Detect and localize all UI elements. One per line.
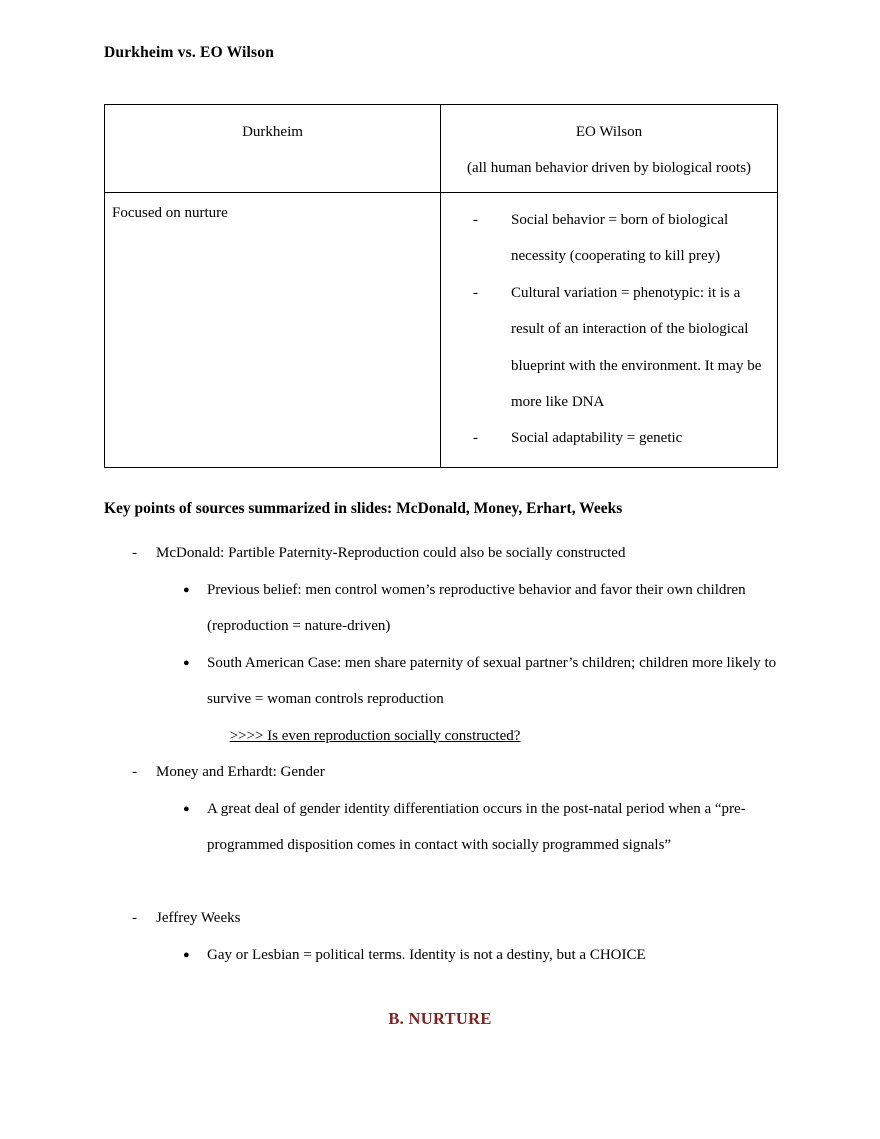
dash-marker-icon: - xyxy=(473,212,478,228)
footer-heading-nurture: B. NURTURE xyxy=(388,1009,492,1028)
outline-question-note xyxy=(104,718,804,755)
header-label-durkheim: Durkheim xyxy=(242,124,303,140)
outline-item-text: McDonald: Partible Paternity-Reproduction could also be socially constructed xyxy=(156,545,626,561)
page-title: Durkheim vs. EO Wilson xyxy=(104,44,275,61)
list-item-text: Social behavior = born of biological necessity (cooperating to kill prey) xyxy=(511,212,729,265)
outline-subitem-text: Previous belief: men control women’s reproductive behavior and favor their own children (reproduction = nature-driven) xyxy=(207,581,746,634)
bullet-marker-icon: ● xyxy=(183,583,190,596)
dash-marker-icon: - xyxy=(132,764,137,780)
outline-item-mcdonald xyxy=(104,535,804,572)
header-label-eo-wilson: EO Wilson xyxy=(575,124,643,140)
dash-marker-icon: - xyxy=(473,430,478,447)
dash-marker-icon: - xyxy=(473,284,478,301)
bullet-marker-icon: ● xyxy=(183,802,190,815)
outline-list xyxy=(104,535,804,973)
outline-subitem-text: South American Case: men share paternity of sexual partner’s children; children more likely to survive = woman controls reproduction xyxy=(207,654,777,707)
outline-subitem-previous-belief xyxy=(104,572,804,645)
section-heading: Key points of sources summarized in slides: McDonald, Money, Erhart, Weeks xyxy=(104,500,623,517)
outline-item-text: Money and Erhardt: Gender xyxy=(156,764,325,780)
table-header-cell-eo-wilson xyxy=(441,105,778,193)
outline-subitem-text: Gay or Lesbian = political terms. Identity is not a destiny, but a CHOICE xyxy=(207,946,646,963)
table-body-row xyxy=(105,193,778,468)
list-item xyxy=(451,420,767,456)
outline-item-money-erhardt xyxy=(104,754,804,791)
outline-subitem-gender-identity xyxy=(104,791,804,864)
outline-item-jeffrey-weeks xyxy=(104,900,804,937)
bullet-marker-icon: ● xyxy=(183,656,190,669)
list-item xyxy=(451,202,767,275)
eo-wilson-point-list xyxy=(451,202,767,457)
comparison-table xyxy=(104,104,778,468)
table-cell-eo-wilson-body xyxy=(441,193,778,468)
list-item-text: Social adaptability = genetic xyxy=(511,430,683,447)
table-header-cell-durkheim xyxy=(105,105,441,193)
table-cell-durkheim-body xyxy=(105,193,441,468)
dash-marker-icon: - xyxy=(132,910,137,926)
outline-subitem-text: A great deal of gender identity differentiation occurs in the post-natal period when a “pre-programmed disposition comes in contact with socially programmed signals” xyxy=(207,800,746,853)
table-header-row xyxy=(105,105,778,193)
outline-question-text: >>>> Is even reproduction socially constructed? xyxy=(229,727,521,744)
list-item xyxy=(451,275,767,421)
dash-marker-icon: - xyxy=(132,545,137,561)
durkheim-note: Focused on nurture xyxy=(112,205,228,221)
list-item-text: Cultural variation = phenotypic: it is a result of an interaction of the biological blueprint with the environment. It may be more like DNA xyxy=(511,284,762,411)
outline-subitem-gay-or-lesbian xyxy=(104,937,804,974)
header-subtitle-eo-wilson: (all human behavior driven by biological roots) xyxy=(466,160,752,176)
outline-spacer xyxy=(104,864,804,901)
outline-subitem-south-american-case xyxy=(104,645,804,718)
bullet-marker-icon: ● xyxy=(183,948,190,961)
outline-item-text: Jeffrey Weeks xyxy=(156,910,241,926)
